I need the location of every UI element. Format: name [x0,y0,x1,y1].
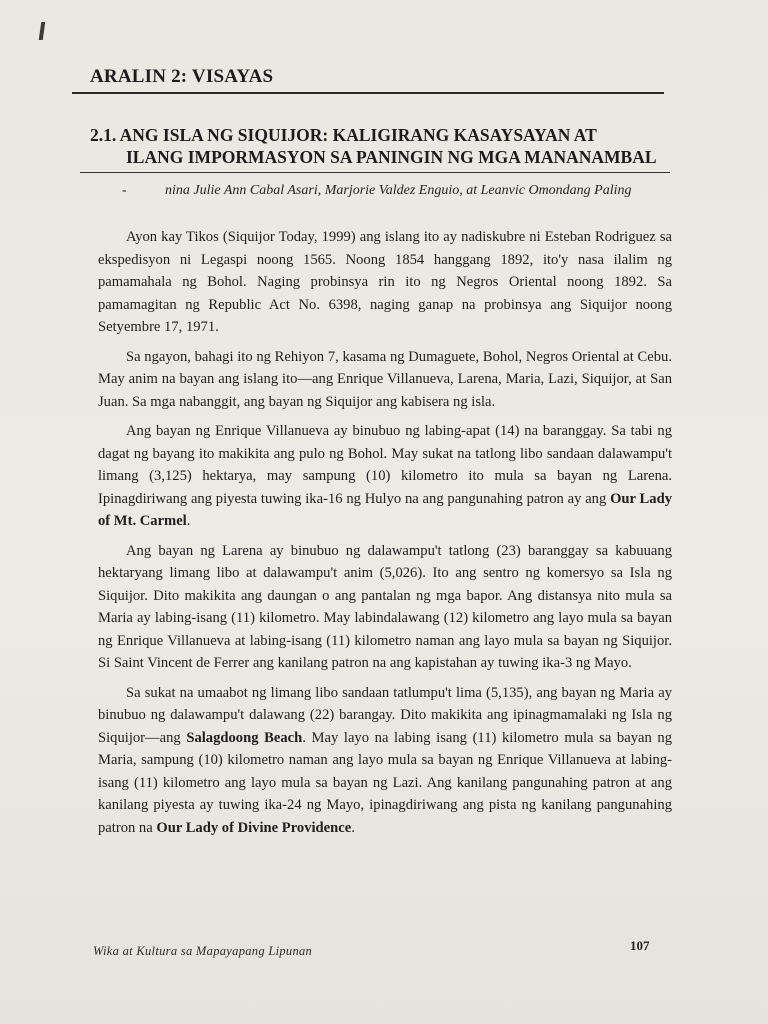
paragraph-4: Ang bayan ng Larena ay binubuo ng dalawampu't tatlong (23) baranggay sa kabuuang hektaryang limang libo at dalawampu't anim (5,026). Ito ang sentro ng komersyo sa Isla ng Siquijor. Dito makikita ang daungan o ang pantalan ng mga bapor. Ang distansya nito mula sa Maria ay labing-isang (11) kilometro. May labindalawang (12) kilometro ang layo mula sa bayan ng Enrique Villanueva at labing-isang (11) kilometro naman ang layo mula sa bayan ng Siquijor. Si Saint Vincent de Ferrer ang kanilang patron na ang kapistahan ay tuwing ika-3 ng Mayo. [98,542,672,671]
corner-mark [39,22,46,40]
paragraph-5 [98,682,672,840]
section-title-line-1: 2.1. ANG ISLA NG SIQUIJOR: KALIGIRANG KASAYSAYAN AT [90,125,597,145]
body-text [98,226,672,846]
section-title-line-2: ILANG IMPORMASYON SA PANINGIN NG MGA MANANAMBAL [126,147,657,167]
chapter-heading: ARALIN 2: VISAYAS [90,66,274,87]
section-rule [80,172,670,173]
chapter-rule [72,92,664,94]
paragraph-5-mid: . May layo na labing isang (11) kilometro mula sa bayan ng Maria, sampung (10) kilometro naman ang layo mula sa bayan ng Enrique Villanueva at labing-isang (11) kilometro ang layo mula sa bayan ng Lazi. Ang kanilang pangunahing patron at ang kanilang piyesta ay tuwing ika-24 ng Mayo, ipinagdiriwang ang pista ng kanilang pangunahing patron na [98,729,672,836]
patron-divine-providence: Our Lady of Divine Providence [156,819,352,836]
page-number: 107 [630,938,650,953]
byline-dash: - [122,183,127,198]
paragraph-5-text: Sa sukat na umaabot ng limang libo sandaan tatlumpu't lima (5,135), ang bayan ng Maria ay binubuo ng dalawampu't dalawang (22) barangay. Dito makikita ang ipinagmamalaki ng Isla ng Siquijor—ang [98,684,672,746]
footer-book-title: Wika at Kultura sa Mapayapang Lipunan [93,944,313,958]
paragraph-3-text: Ang bayan ng Enrique Villanueva ay binubuo ng labing-apat (14) na baranggay. Sa tabi ng dagat ng bayang ito makikita ang pulo ng Bohol. May sukat na tatlong libo sandaan dalawampu't limang (3,125) hektarya, may sampung (10) kilometro ito mula sa bayan ng Larena. Ipinagdiriwang ang piyesta tuwing ika-16 ng Hulyo na ang pangunahing patron ay ang [98,423,672,507]
section-title [90,124,670,168]
paragraph-3 [98,420,672,533]
salagdoong-beach: Salagdoong Beach [186,729,303,746]
paragraph-1: Ayon kay Tikos (Siquijor Today, 1999) ang islang ito ay nadiskubre ni Esteban Rodriguez sa ekspedisyon ni Legaspi noong 1565. Noong 1854 hanggang 1892, ito'y nasa ilalim ng pamamahala ng Bohol. Naging probinsya rin ito ng Negros Oriental noong 1892. Sa pamamagitan ng Republic Act No. 6398, naging ganap na probinsya ang Siquijor noong Setyembre 17, 1971. [98,229,672,335]
patron-mt-carmel: Our Lady of Mt. Carmel [98,490,672,529]
paragraph-5-end: . [351,819,355,836]
paragraph-2: Sa ngayon, bahagi ito ng Rehiyon 7, kasama ng Dumaguete, Bohol, Negros Oriental at Cebu. May anim na bayan ang islang ito—ang Enrique Villanueva, Larena, Maria, Lazi, Siquijor, at San Juan. Sa mga nabanggit, ang bayan ng Siquijor ang kabisera ng isla. [98,348,672,410]
authors-byline [122,180,667,202]
paragraph-3-end: . [186,513,191,529]
byline-text: nina Julie Ann Cabal Asari, Marjorie Valdez Enguio, at Leanvic Omondang Paling [165,183,632,198]
